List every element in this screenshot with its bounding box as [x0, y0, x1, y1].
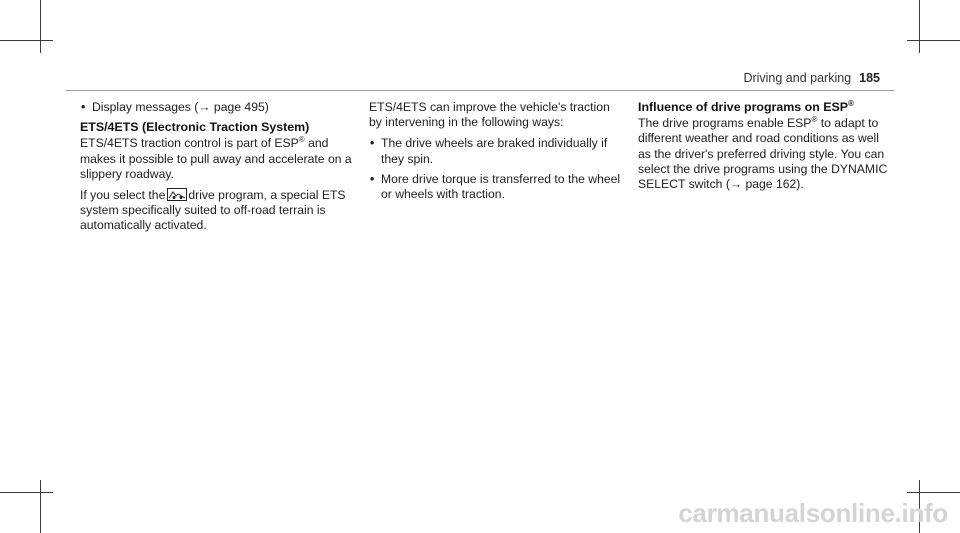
registered-mark: ®: [848, 98, 854, 108]
section-heading: ETS/4ETS (Electronic Traction System): [80, 120, 310, 135]
watermark: carmanualsonline.info: [678, 498, 948, 528]
crop-mark: [0, 492, 53, 493]
paragraph: If you select the drive program, a special ETS system specifically suited to off-road terrain is automatically activated.: [80, 188, 346, 233]
page-number: 185: [859, 71, 880, 85]
running-header: [743, 71, 880, 85]
crop-mark: [907, 492, 960, 493]
crop-mark: [0, 40, 53, 41]
paragraph: ETS/4ETS can improve the vehicle's traction by intervening in the following ways:: [369, 100, 610, 130]
crop-mark: [907, 40, 960, 41]
registered-mark: ®: [298, 135, 305, 145]
crop-mark: [919, 0, 920, 53]
off-road-drive-program-icon: [167, 188, 187, 201]
registered-mark: ®: [811, 115, 818, 125]
crop-mark: [40, 480, 41, 533]
section-title: Driving and parking: [743, 71, 852, 85]
paragraph: The drive programs enable ESP® to adapt to different weather and road conditions as well as the driver's preferred driving style. You can select the drive programs using the DYNAMIC SELECT switch (→ page 162).: [638, 115, 888, 192]
column-right: [638, 100, 894, 198]
list-item: • Display messages (→ page 495): [80, 100, 352, 115]
crop-mark: [40, 0, 41, 53]
page-link[interactable]: page 495): [210, 100, 269, 114]
list-item: • More drive torque is transferred to the wheel or wheels with traction.: [369, 172, 621, 202]
paragraph: ETS/4ETS traction control is part of ESP® and makes it possible to pull away and accelerate on a slippery roadway.: [80, 135, 352, 181]
section-heading: Influence of drive programs on ESP®: [638, 98, 854, 114]
column-middle: [369, 100, 621, 207]
header-rule: [66, 90, 894, 91]
arrow-icon: →: [198, 100, 211, 114]
bullet-list: [369, 136, 621, 202]
list-item: • The drive wheels are braked individually if they spin.: [369, 136, 621, 166]
bullet-list: [80, 100, 352, 115]
page-link[interactable]: page 162).: [742, 177, 804, 192]
column-left: [80, 100, 352, 240]
arrow-icon: →: [729, 177, 743, 192]
